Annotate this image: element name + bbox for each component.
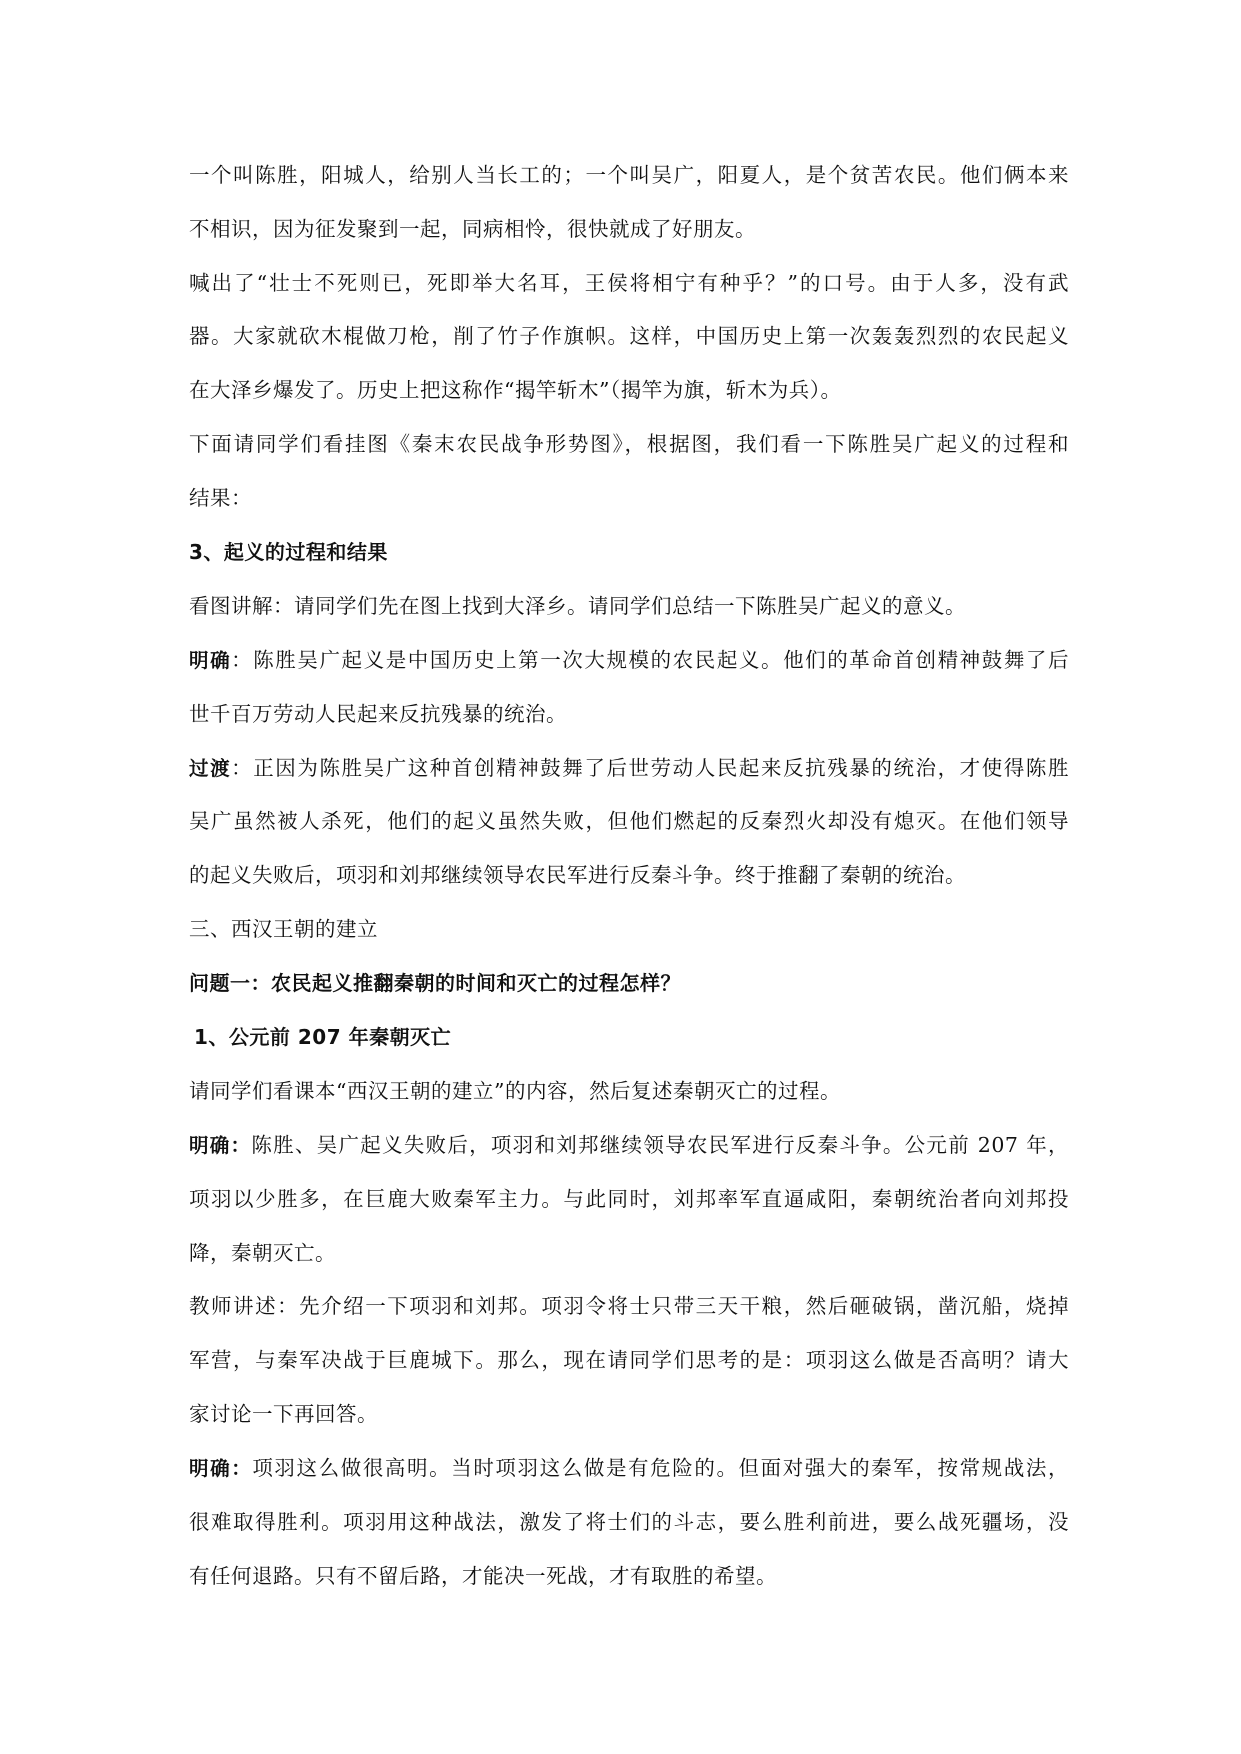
paragraph-line: 军营，与秦军决战于巨鹿城下。那么，现在请同学们思考的是：项羽这么做是否高明？请大 — [189, 1348, 1069, 1372]
section-heading: 3、起义的过程和结果 — [189, 540, 388, 564]
label-mingque: 明确： — [189, 1134, 252, 1157]
paragraph-line: 一个叫陈胜，阳城人，给别人当长工的；一个叫吴广，阳夏人，是个贫苦农民。他们俩本来 — [189, 163, 1069, 187]
paragraph-line: 喊出了“壮士不死则已，死即举大名耳，王侯将相宁有种乎？”的口号。由于人多，没有武 — [189, 271, 1069, 295]
paragraph-line — [189, 645, 1069, 675]
paragraph-line — [189, 1453, 1069, 1483]
label-guodu: 过渡 — [189, 757, 232, 780]
paragraph-line — [189, 753, 1069, 783]
subsection-heading: 1、公元前 207 年秦朝灭亡 — [194, 1025, 452, 1049]
paragraph-text: ：陈胜吴广起义是中国历史上第一次大规模的农民起义。他们的革命首创精神鼓舞了后 — [231, 648, 1069, 672]
paragraph-line: 在大泽乡爆发了。历史上把这称作“揭竿斩木”（揭竿为旗，斩木为兵）。 — [189, 378, 842, 402]
paragraph-line: 看图讲解：请同学们先在图上找到大泽乡。请同学们总结一下陈胜吴广起义的意义。 — [189, 594, 966, 618]
label-mingque: 明确 — [189, 649, 232, 672]
paragraph-line: 有任何退路。只有不留后路，才能决一死战，才有取胜的希望。 — [189, 1564, 777, 1588]
paragraph-text: 陈胜、吴广起义失败后，项羽和刘邦继续领导农民军进行反秦斗争。公元前 207 年， — [251, 1133, 1069, 1157]
paragraph-line: 吴广虽然被人杀死，他们的起义虽然失败，但他们燃起的反秦烈火却没有熄灭。在他们领导 — [189, 809, 1069, 833]
label-mingque: 明确： — [189, 1457, 253, 1480]
paragraph-line: 的起义失败后，项羽和刘邦继续领导农民军进行反秦斗争。终于推翻了秦朝的统治。 — [189, 863, 966, 887]
paragraph-line: 不相识，因为征发聚到一起，同病相怜，很快就成了好朋友。 — [189, 217, 756, 241]
paragraph-line: 下面请同学们看挂图《秦末农民战争形势图》，根据图，我们看一下陈胜吴广起义的过程和 — [189, 432, 1069, 456]
section-title: 三、西汉王朝的建立 — [189, 917, 378, 941]
paragraph-line: 家讨论一下再回答。 — [189, 1402, 378, 1426]
paragraph-line: 教师讲述：先介绍一下项羽和刘邦。项羽令将士只带三天干粮，然后砸破锅，凿沉船，烧掉 — [189, 1294, 1069, 1318]
question-heading: 问题一：农民起义推翻秦朝的时间和灭亡的过程怎样？ — [189, 971, 681, 995]
paragraph-line: 器。大家就砍木棍做刀枪，削了竹子作旗帜。这样，中国历史上第一次轰轰烈烈的农民起义 — [189, 324, 1069, 348]
paragraph-line — [189, 1130, 1069, 1160]
paragraph-line: 降，秦朝灭亡。 — [189, 1241, 336, 1265]
paragraph-line: 结果： — [189, 486, 252, 510]
paragraph-text: ：正因为陈胜吴广这种首创精神鼓舞了后世劳动人民起来反抗残暴的统治，才使得陈胜 — [231, 756, 1069, 780]
paragraph-text: 项羽这么做很高明。当时项羽这么做是有危险的。但面对强大的秦军，按常规战法， — [252, 1456, 1069, 1480]
paragraph-line: 请同学们看课本“西汉王朝的建立”的内容，然后复述秦朝灭亡的过程。 — [189, 1079, 841, 1103]
paragraph-line: 项羽以少胜多，在巨鹿大败秦军主力。与此同时，刘邦率军直逼咸阳，秦朝统治者向刘邦投 — [189, 1187, 1069, 1211]
paragraph-line: 世千百万劳动人民起来反抗残暴的统治。 — [189, 702, 567, 726]
paragraph-line: 很难取得胜利。项羽用这种战法，激发了将士们的斗志，要么胜利前进，要么战死疆场，没 — [189, 1510, 1069, 1534]
